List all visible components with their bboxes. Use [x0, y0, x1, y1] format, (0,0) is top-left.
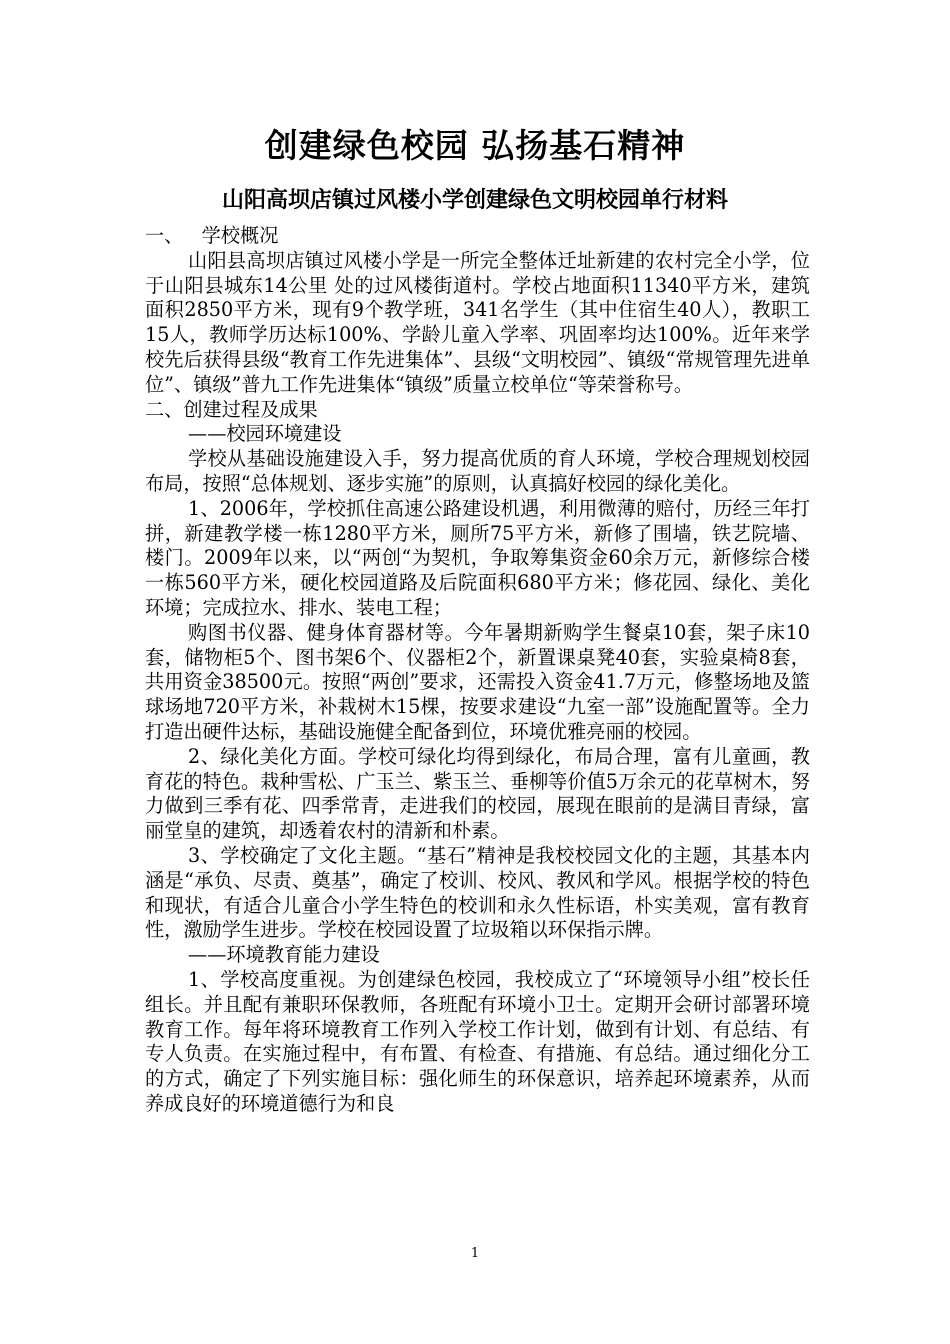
- paragraph-item-2: 2、绿化美化方面。学校可绿化均得到绿化，布局合理，富有儿童画，教育花的特色。栽种雪松、广玉兰、紫玉兰、垂柳等价值5万余元的花草树木，努力做到三季有花、四季常青，走进我们的校园，展现在眼前的是满目青绿，富丽堂皇的建筑，却透着农村的清新和朴素。: [145, 744, 810, 843]
- document-subtitle: 山阳高坝店镇过风楼小学创建绿色文明校园单行材料: [221, 187, 728, 213]
- paragraph-item-3: 3、学校确定了文化主题。“基石”精神是我校校园文化的主题，其基本内涵是“承负、尽责、奠基”，确定了校训、校风、教风和学风。根据学校的特色和现状，有适合儿童合小学生特色的校训和永久性标语，朴实美观，富有教育性，激励学生进步。学校在校园设置了垃圾箱以环保指示牌。: [145, 843, 810, 942]
- paragraph-item-1-continued: 购图书仪器、健身体育器材等。今年暑期新购学生餐桌10套，架子床10套，储物柜5个、图书架6个、仪器柜2个，新置课桌凳40套，实验桌椅8套，共用资金38500元。按照“两创”要求，还需投入资金41.7万元，修整场地及篮球场地720平方米，补栽树木15棵，按要求建设“九室一部”设施配置等。全力打造出硬件达标，基础设施健全配备到位，环境优雅亮丽的校园。: [145, 620, 810, 743]
- section-heading-process: 二、创建过程及成果: [145, 397, 318, 421]
- subheading-education-capacity: ——环境教育能力建设: [188, 943, 380, 967]
- subheading-environment-construction: ——校园环境建设: [188, 422, 342, 446]
- page-number: 1: [470, 1246, 480, 1261]
- paragraph-education-item-1: 1、学校高度重视。为创建绿色校园，我校成立了“环境领导小组”校长任组长。并且配有兼职环保教师，各班配有环境小卫士。定期开会研讨部署环境教育工作。每年将环境教育工作列入学校工作计划，做到有计划、有总结、有专人负责。在实施过程中，有布置、有检查、有措施、有总结。通过细化分工的方式，确定了下列实施目标：强化师生的环保意识，培养起环境素养，从而养成良好的环境道德行为和良: [145, 967, 810, 1115]
- paragraph-item-1: 1、2006年，学校抓住高速公路建设机遇，利用微薄的赔付，历经三年打拼，新建教学楼一栋1280平方米，厕所75平方米，新修了围墙，铁艺院墙、楼门。2009年以来，以“两创“为契机，争取筹集资金60余万元，新修综合楼一栋560平方米，硬化校园道路及后院面积680平方米；修花园、绿化、美化环境；完成拉水、排水、装电工程；: [145, 496, 810, 619]
- document-body: [145, 224, 810, 1117]
- paragraph-overview: 山阳县高坝店镇过风楼小学是一所完全整体迁址新建的农村完全小学，位于山阳县城东14公里 处的过风楼街道村。学校占地面积11340平方米，建筑面积2850平方米，现有9个教学班，341名学生（其中住宿生40人），教职工15人，教师学历达标100%、学龄儿童入学率、巩固率均达100%。近年来学校先后获得县级“教育工作先进集体”、县级“文明校园”、镇级“常规管理先进单位”、镇级”普九工作先进集体“镇级”质量立校单位“等荣誉称号。: [145, 248, 810, 396]
- document-title: 创建绿色校园 弘扬基石精神: [264, 126, 686, 165]
- section-heading-overview: 一、 学校概况: [145, 224, 279, 247]
- paragraph-environment-intro: 学校从基础设施建设入手，努力提高优质的育人环境，学校合理规划校园布局，按照“总体规划、逐步实施”的原则，认真搞好校园的绿化美化。: [145, 447, 810, 495]
